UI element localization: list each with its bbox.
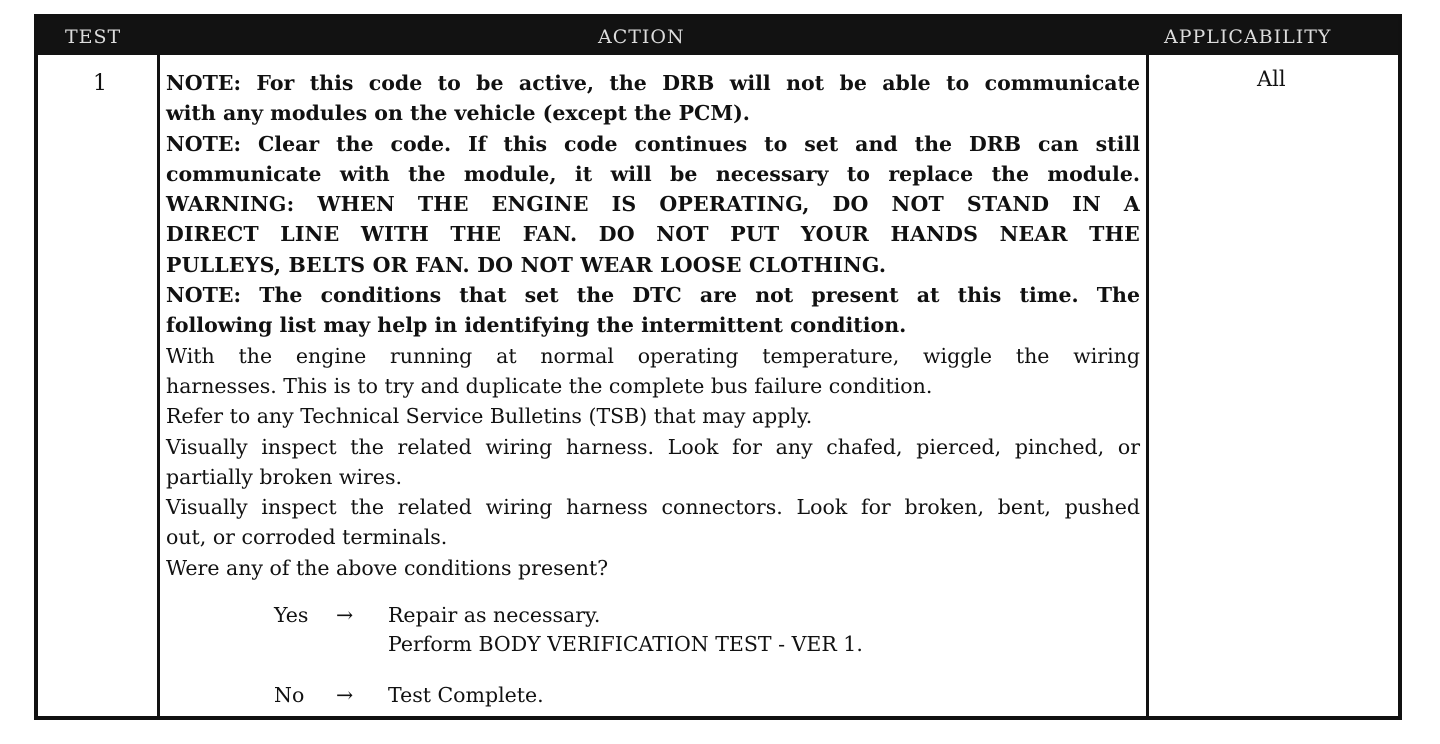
header-test: TEST [65,26,122,48]
action-line: with any modules on the vehicle (except the PCM). [166,101,750,126]
action-line: NOTE: Clear the code. If this code continues to set and the DRB can still [166,131,1140,156]
yes-label: Yes [274,603,309,627]
action-line: Refer to any Technical Service Bulletins (TSB) that may apply. [166,404,813,429]
action-line: out, or corroded terminals. [166,525,448,550]
action-line: harnesses. This is to try and duplicate the complete bus failure condition. [166,373,933,398]
action-line: Visually inspect the related wiring harness connectors. Look for broken, bent, pushed [166,495,1140,520]
column-divider [1146,55,1149,716]
yes-result-line2: Perform BODY VERIFICATION TEST - VER 1. [388,632,863,656]
action-line: With the engine running at normal operating temperature, wiggle the wiring [166,343,1140,368]
yes-result-line1: Repair as necessary. [388,603,601,627]
header-applicability: APPLICABILITY [1164,26,1332,48]
action-line: Visually inspect the related wiring harness. Look for any chafed, pierced, pinched, or [166,434,1140,459]
action-line: DIRECT LINE WITH THE FAN. DO NOT PUT YOUR HANDS NEAR THE [166,222,1140,247]
right-arrow-icon: → [336,683,354,707]
applicability-value: All [1257,67,1286,91]
action-line: WARNING: WHEN THE ENGINE IS OPERATING, DO NOT STAND IN A [166,192,1140,217]
action-line: NOTE: For this code to be active, the DRB will not be able to communicate [166,71,1140,95]
header-action: ACTION [598,26,685,48]
diagnostic-table [34,14,1402,720]
action-line: Were any of the above conditions present? [166,555,609,580]
action-line: PULLEYS, BELTS OR FAN. DO NOT WEAR LOOSE CLOTHING. [166,252,887,277]
action-line: following list may help in identifying the intermittent condition. [166,313,907,338]
table-header [38,18,1398,55]
action-text [166,68,1140,583]
action-line: NOTE: The conditions that set the DTC are not present at this time. The [166,283,1140,308]
action-line: partially broken wires. [166,464,402,489]
right-arrow-icon: → [336,603,354,627]
action-line: communicate with the module, it will be necessary to replace the module. [166,161,1140,186]
test-number: 1 [93,71,107,96]
no-result: Test Complete. [388,683,544,707]
column-divider [157,55,160,716]
no-label: No [274,683,305,707]
